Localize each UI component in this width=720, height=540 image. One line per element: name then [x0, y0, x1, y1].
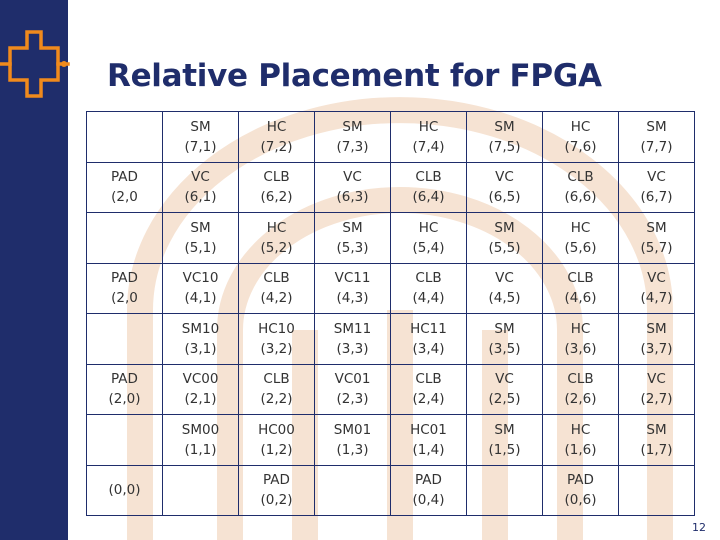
grid-cell — [239, 314, 315, 365]
grid-cell — [163, 314, 239, 365]
cell-label: HC — [570, 219, 591, 236]
cell-label: VC01 — [334, 371, 371, 388]
cell-coordinate: (3,5) — [488, 340, 521, 357]
cell-label: CLB — [567, 371, 594, 388]
cell-coordinate: (3,4) — [412, 340, 445, 357]
cell-coordinate: (0,2) — [260, 492, 293, 509]
placement-grid — [86, 111, 695, 516]
grid-row — [87, 112, 695, 163]
cell-coordinate: (2,7) — [640, 391, 673, 408]
grid-row — [87, 213, 695, 264]
grid-cell — [543, 213, 619, 264]
cell-label: HC — [418, 118, 439, 135]
cell-coordinate: (4,7) — [640, 290, 673, 307]
grid-cell — [543, 415, 619, 466]
cell-label: SM — [646, 320, 667, 337]
cell-coordinate: (1,3) — [336, 441, 369, 458]
grid-cell — [543, 314, 619, 365]
cell-coordinate: (6,2) — [260, 189, 293, 206]
cell-label: CLB — [263, 371, 290, 388]
cell-coordinate: (5,5) — [488, 239, 521, 256]
cell-coordinate: (2,0 — [111, 290, 138, 307]
cell-coordinate: (7,6) — [564, 138, 597, 155]
grid-cell — [239, 465, 315, 516]
grid-cell — [391, 112, 467, 163]
grid-cell — [87, 415, 163, 466]
grid-cell — [391, 415, 467, 466]
cell-label: SM — [342, 219, 363, 236]
cell-coordinate: (1,6) — [564, 441, 597, 458]
cell-label: VC — [343, 169, 362, 186]
grid-cell — [87, 112, 163, 163]
cell-coordinate: (2,0 — [111, 189, 138, 206]
grid-cell — [543, 364, 619, 415]
cell-coordinate: (3,3) — [336, 340, 369, 357]
cell-label: CLB — [415, 371, 442, 388]
cell-coordinate: (2,1) — [184, 391, 217, 408]
cell-label: HC00 — [258, 421, 295, 438]
grid-cell — [163, 162, 239, 213]
grid-cell — [239, 112, 315, 163]
cell-coordinate: (7,2) — [260, 138, 293, 155]
grid-cell — [619, 213, 695, 264]
grid-row — [87, 415, 695, 466]
cell-label: HC — [570, 118, 591, 135]
cell-label: SM10 — [181, 320, 220, 337]
cell-label: HC — [266, 219, 287, 236]
grid-cell — [391, 314, 467, 365]
grid-cell — [543, 112, 619, 163]
cell-coordinate: (7,1) — [184, 138, 217, 155]
cell-coordinate: (3,6) — [564, 340, 597, 357]
cell-label: SM11 — [333, 320, 372, 337]
cell-label: VC — [495, 169, 514, 186]
cell-coordinate: (4,3) — [336, 290, 369, 307]
cell-label: VC — [191, 169, 210, 186]
cell-coordinate: (2,3) — [336, 391, 369, 408]
grid-cell — [315, 465, 391, 516]
cell-label: SM00 — [181, 421, 220, 438]
cell-label: HC — [570, 421, 591, 438]
cell-coordinate: (1,1) — [184, 441, 217, 458]
cell-coordinate: (1,7) — [640, 441, 673, 458]
cell-label: HC — [570, 320, 591, 337]
cell-label: CLB — [567, 169, 594, 186]
cell-label: SM — [646, 219, 667, 236]
grid-cell — [87, 162, 163, 213]
grid-cell — [391, 364, 467, 415]
grid-row — [87, 162, 695, 213]
grid-cell — [239, 263, 315, 314]
grid-cell — [619, 263, 695, 314]
grid-cell — [543, 162, 619, 213]
cell-label: VC — [647, 371, 666, 388]
cell-coordinate: (7,3) — [336, 138, 369, 155]
grid-cell — [467, 213, 543, 264]
slide-title: Relative Placement for FPGA — [107, 58, 602, 94]
cell-label: SM — [646, 118, 667, 135]
cell-label: VC10 — [182, 270, 219, 287]
grid-cell — [163, 112, 239, 163]
cell-label: SM — [190, 118, 211, 135]
grid-cell — [163, 465, 239, 516]
cell-label: SM — [494, 320, 515, 337]
cell-label: SM — [646, 421, 667, 438]
cell-label: CLB — [567, 270, 594, 287]
cell-label: HC10 — [258, 320, 295, 337]
cell-coordinate: (5,3) — [336, 239, 369, 256]
cell-label: PAD — [111, 270, 138, 287]
grid-cell — [467, 314, 543, 365]
grid-cell — [619, 112, 695, 163]
cell-label: HC — [418, 219, 439, 236]
cell-coordinate: (4,2) — [260, 290, 293, 307]
grid-cell — [87, 465, 163, 516]
cell-coordinate: (6,5) — [488, 189, 521, 206]
grid-cell — [391, 162, 467, 213]
cell-label: CLB — [263, 169, 290, 186]
grid-cell — [163, 263, 239, 314]
cell-coordinate: (0,4) — [412, 492, 445, 509]
grid-cell — [163, 364, 239, 415]
cell-coordinate: (3,7) — [640, 340, 673, 357]
grid-cell — [619, 465, 695, 516]
cell-coordinate: (5,4) — [412, 239, 445, 256]
circuit-logo-icon — [0, 18, 70, 108]
cell-coordinate: (1,5) — [488, 441, 521, 458]
cell-coordinate: (6,6) — [564, 189, 597, 206]
cell-label: VC11 — [334, 270, 371, 287]
grid-cell — [619, 314, 695, 365]
cell-coordinate: (5,1) — [184, 239, 217, 256]
grid-cell — [315, 314, 391, 365]
grid-cell — [391, 465, 467, 516]
grid-cell — [163, 213, 239, 264]
cell-coordinate: (7,5) — [488, 138, 521, 155]
cell-label: SM — [494, 421, 515, 438]
cell-coordinate: (4,6) — [564, 290, 597, 307]
cell-label: CLB — [415, 169, 442, 186]
grid-cell — [543, 465, 619, 516]
grid-cell — [315, 162, 391, 213]
cell-coordinate: (6,3) — [336, 189, 369, 206]
cell-coordinate: (1,2) — [260, 441, 293, 458]
grid-cell — [315, 415, 391, 466]
cell-label: PAD — [111, 169, 138, 186]
cell-label: HC — [266, 118, 287, 135]
cell-coordinate: (4,5) — [488, 290, 521, 307]
grid-cell — [239, 415, 315, 466]
grid-row — [87, 263, 695, 314]
cell-label: PAD — [415, 472, 442, 489]
cell-label: VC — [495, 270, 514, 287]
grid-row — [87, 364, 695, 415]
grid-cell — [87, 263, 163, 314]
grid-cell — [87, 314, 163, 365]
cell-label: CLB — [263, 270, 290, 287]
cell-coordinate: (2,4) — [412, 391, 445, 408]
grid-cell — [87, 213, 163, 264]
cell-coordinate: (6,4) — [412, 189, 445, 206]
cell-coordinate: (7,4) — [412, 138, 445, 155]
cell-label: CLB — [415, 270, 442, 287]
cell-coordinate: (4,1) — [184, 290, 217, 307]
cell-coordinate: (3,2) — [260, 340, 293, 357]
cell-coordinate: (2,6) — [564, 391, 597, 408]
cell-label: VC — [647, 169, 666, 186]
grid-cell — [239, 213, 315, 264]
grid-cell — [391, 263, 467, 314]
cell-label: VC — [495, 371, 514, 388]
grid-cell — [315, 213, 391, 264]
cell-label: SM — [494, 118, 515, 135]
cell-coordinate: (6,7) — [640, 189, 673, 206]
grid-cell — [315, 263, 391, 314]
cell-coordinate: (0,6) — [564, 492, 597, 509]
cell-label: SM — [494, 219, 515, 236]
grid-cell — [467, 415, 543, 466]
grid-cell — [87, 364, 163, 415]
grid-cell — [239, 162, 315, 213]
cell-coordinate: (5,7) — [640, 239, 673, 256]
grid-cell — [619, 162, 695, 213]
cell-coordinate: (5,2) — [260, 239, 293, 256]
cell-coordinate: (5,6) — [564, 239, 597, 256]
cell-coordinate: (1,4) — [412, 441, 445, 458]
cell-coordinate: (2,5) — [488, 391, 521, 408]
grid-cell — [315, 364, 391, 415]
cell-label: SM — [190, 219, 211, 236]
grid-row — [87, 465, 695, 516]
grid-row — [87, 314, 695, 365]
slide-number: 12 — [692, 521, 706, 534]
cell-coordinate: (2,0) — [108, 391, 141, 408]
grid-cell — [467, 112, 543, 163]
grid-cell — [467, 465, 543, 516]
cell-coordinate: (4,4) — [412, 290, 445, 307]
cell-label: SM — [342, 118, 363, 135]
grid-cell — [391, 213, 467, 264]
cell-coordinate: (2,2) — [260, 391, 293, 408]
grid-cell — [619, 364, 695, 415]
grid-cell — [467, 364, 543, 415]
grid-cell — [315, 112, 391, 163]
cell-coordinate: (3,1) — [184, 340, 217, 357]
grid-cell — [543, 263, 619, 314]
cell-coordinate: (6,1) — [184, 189, 217, 206]
cell-label: SM01 — [333, 421, 372, 438]
cell-label: VC00 — [182, 371, 219, 388]
cell-label: PAD — [263, 472, 290, 489]
grid-cell — [467, 263, 543, 314]
cell-label: VC — [647, 270, 666, 287]
cell-label: HC01 — [410, 421, 447, 438]
cell-label: (0,0) — [108, 482, 141, 499]
grid-cell — [239, 364, 315, 415]
cell-label: PAD — [567, 472, 594, 489]
grid-cell — [619, 415, 695, 466]
cell-label: PAD — [111, 371, 138, 388]
grid-cell — [467, 162, 543, 213]
cell-coordinate: (7,7) — [640, 138, 673, 155]
grid-cell — [163, 415, 239, 466]
cell-label: HC11 — [410, 320, 447, 337]
